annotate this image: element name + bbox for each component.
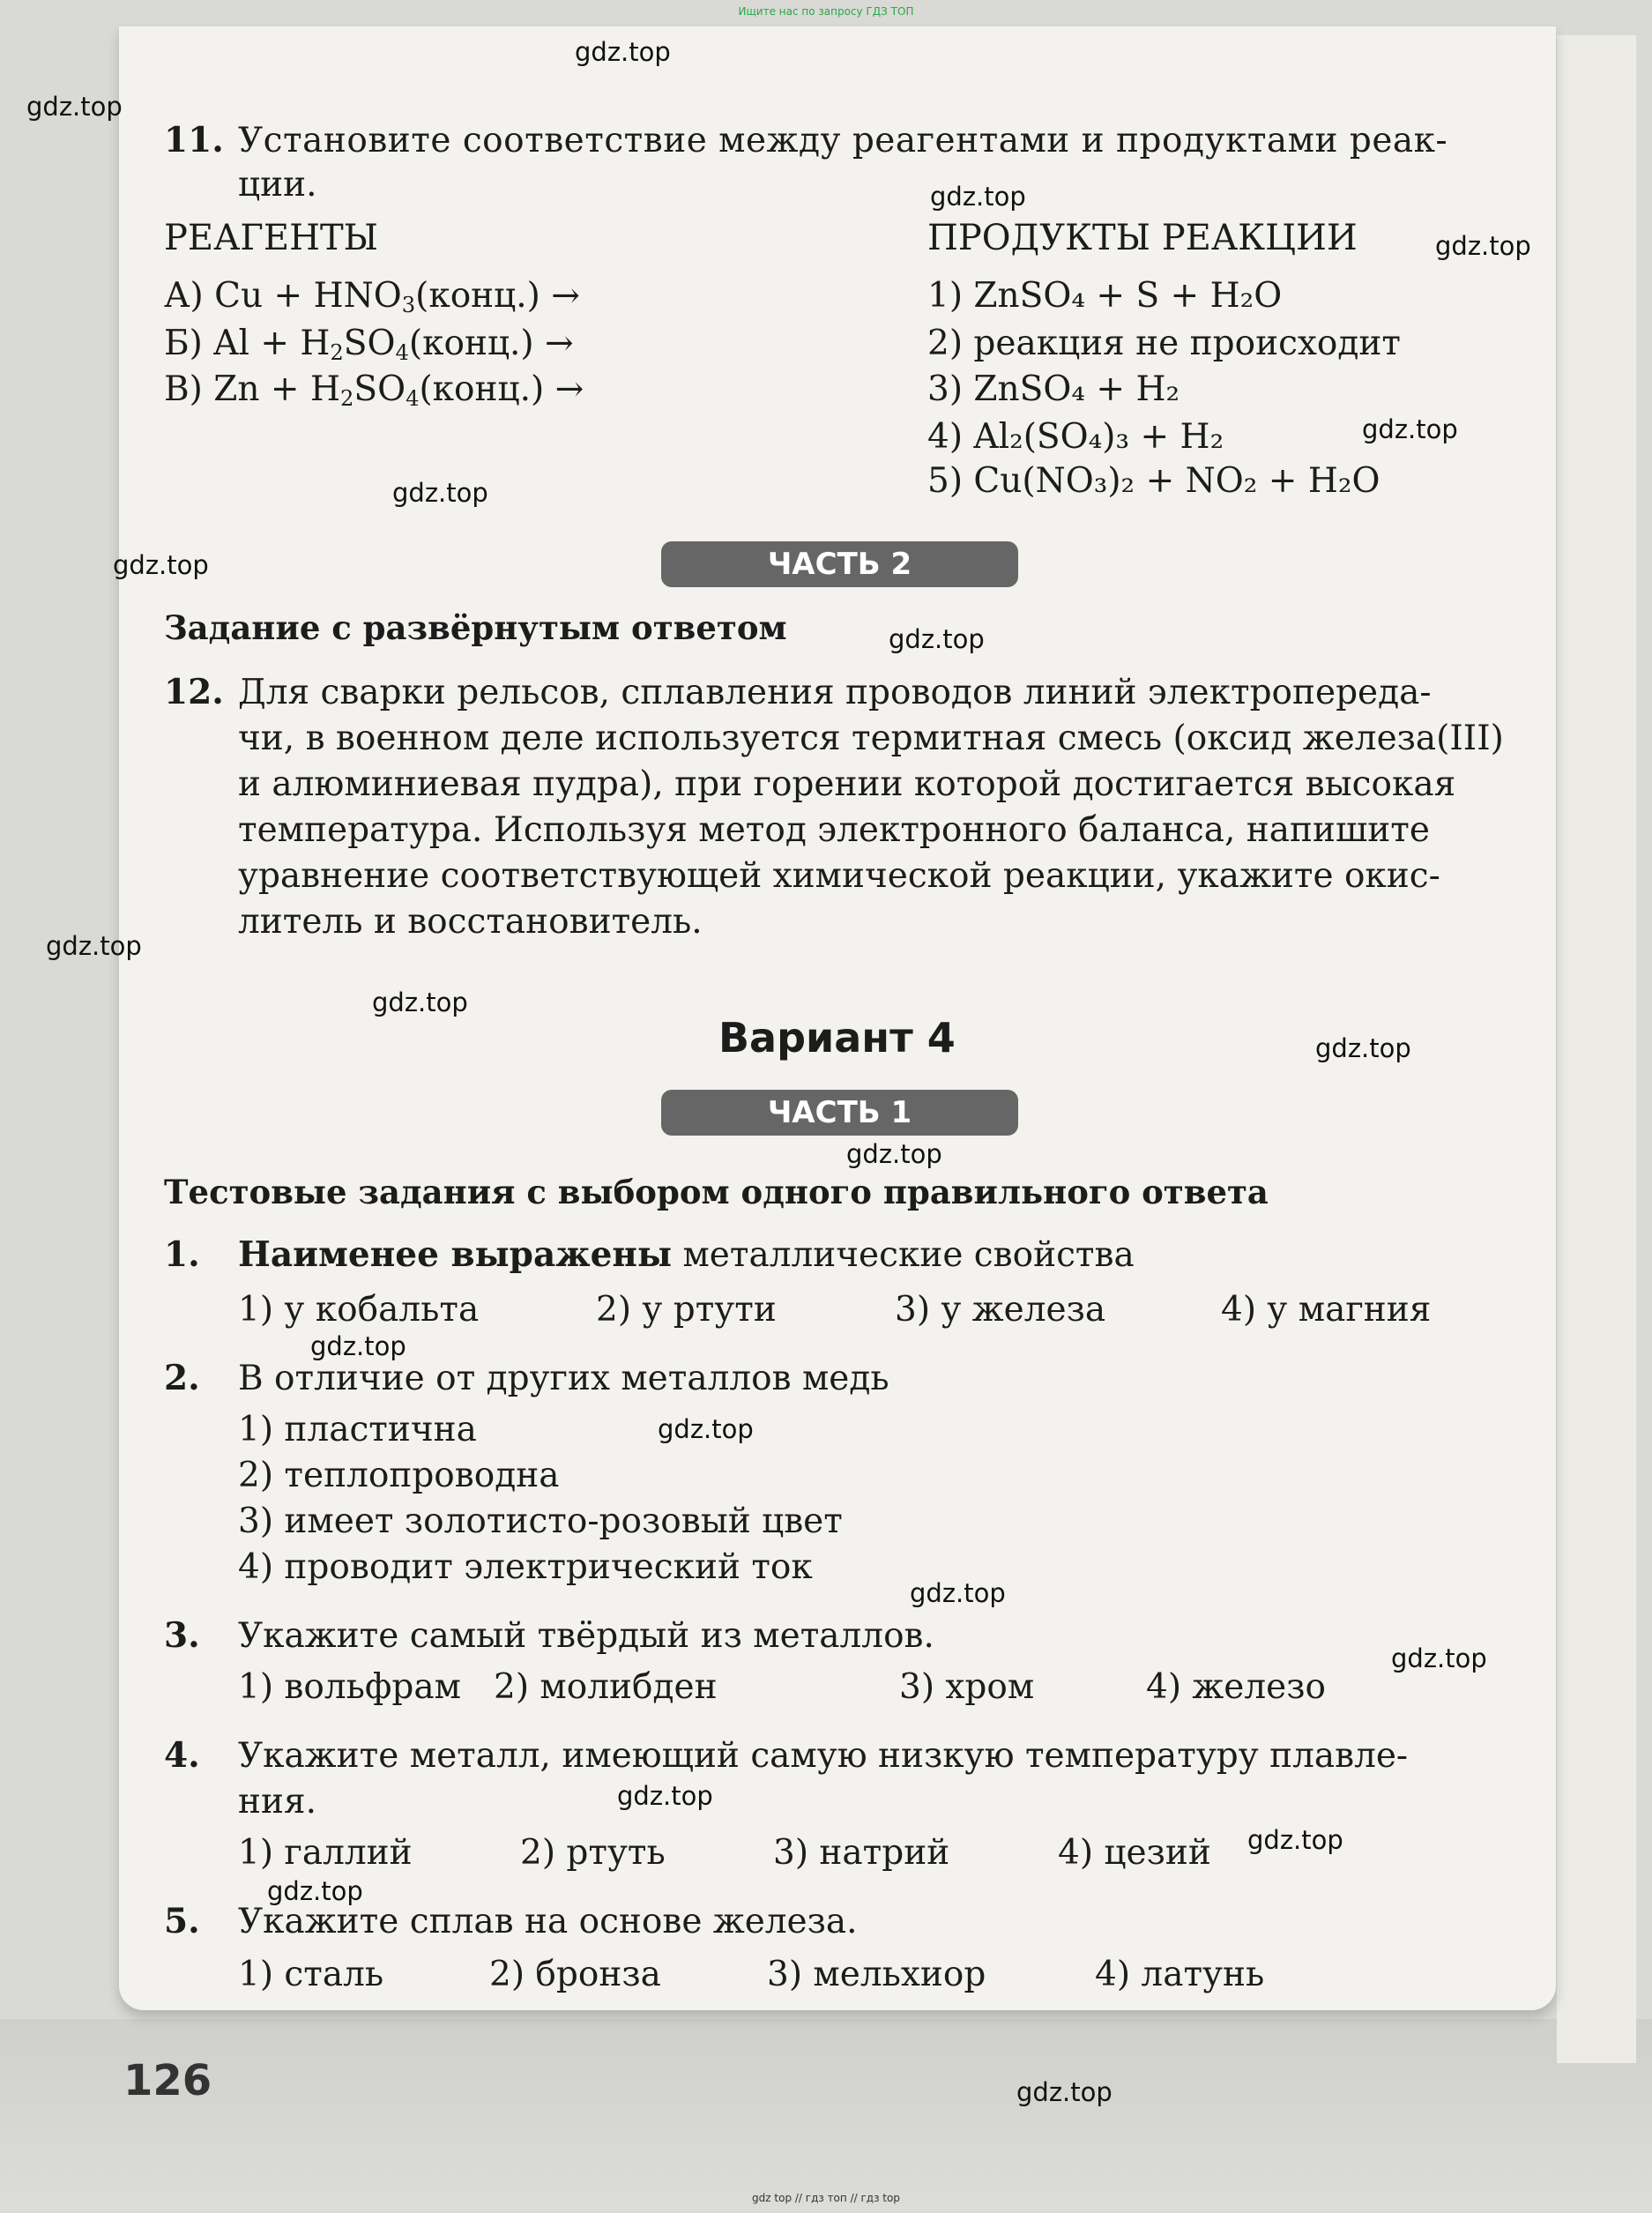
- question-text: В отличие от других металлов медь: [238, 1359, 889, 1398]
- watermark: gdz.top: [1435, 231, 1531, 261]
- option: 2) молибден: [494, 1667, 718, 1707]
- question-line: литель и восстановитель.: [238, 902, 703, 942]
- option: 1) у кобальта: [238, 1290, 480, 1330]
- option: 4) железо: [1146, 1667, 1326, 1707]
- reagents-header: РЕАГЕНТЫ: [164, 218, 379, 258]
- product-item: 5) Cu(NO₃)₂ + NO₂ + H₂O: [927, 461, 1380, 501]
- watermark: gdz.top: [113, 550, 209, 580]
- watermark: gdz.top: [1315, 1033, 1411, 1063]
- option: 4) у магния: [1221, 1290, 1432, 1330]
- option: 3) хром: [899, 1667, 1035, 1707]
- page-shadow-area: [0, 2019, 1652, 2213]
- option: 1) вольфрам: [238, 1667, 461, 1707]
- product-item: 1) ZnSO₄ + S + H₂O: [927, 276, 1283, 316]
- facing-page-edge: [1557, 35, 1636, 2063]
- option: 4) латунь: [1095, 1955, 1265, 1994]
- question-text: Установите соответствие между реагентами и продуктами реак-: [238, 121, 1448, 160]
- watermark: gdz.top: [658, 1414, 754, 1444]
- question-text: Укажите сплав на основе железа.: [238, 1902, 858, 1941]
- question-line: температура. Используя метод электронного баланса, напишите: [238, 810, 1430, 850]
- question-text: ния.: [238, 1782, 316, 1822]
- question-line: и алюминиевая пудра), при горении которой достигается высокая: [238, 764, 1456, 804]
- option: 1) галлий: [238, 1833, 413, 1873]
- question-line: чи, в военном деле используется термитная смесь (оксид железа(III): [238, 719, 1504, 758]
- watermark: gdz.top: [392, 478, 488, 508]
- question-text: Укажите металл, имеющий самую низкую температуру плавле-: [238, 1736, 1409, 1776]
- question-number: 5.: [164, 1901, 200, 1941]
- product-item: 3) ZnSO₄ + H₂: [927, 369, 1180, 409]
- question-text: Укажите самый твёрдый из металлов.: [238, 1616, 934, 1656]
- watermark: gdz.top: [617, 1781, 713, 1811]
- watermark: gdz.top: [910, 1578, 1006, 1608]
- question-number: 1.: [164, 1234, 200, 1275]
- page-number: 126: [123, 2056, 212, 2105]
- option: 1) пластична: [238, 1410, 477, 1449]
- option: 3) натрий: [773, 1833, 950, 1873]
- reagent-b: Б) $Al + H_2SO_4(конц.)$ →: [164, 324, 574, 366]
- watermark: gdz.top: [46, 931, 142, 961]
- question-number: 3.: [164, 1615, 200, 1656]
- question-line: Для сварки рельсов, сплавления проводов линий электропереда-: [238, 673, 1432, 712]
- watermark: gdz.top: [930, 182, 1026, 212]
- watermark: gdz.top: [1362, 414, 1458, 444]
- option: 2) ртуть: [520, 1833, 666, 1873]
- watermark: gdz.top: [1247, 1825, 1343, 1855]
- option: 3) имеет золотисто-розовый цвет: [238, 1501, 843, 1541]
- watermark: gdz.top: [889, 624, 985, 654]
- products-header: ПРОДУКТЫ РЕАКЦИИ: [927, 218, 1358, 258]
- watermark: gdz.top: [26, 92, 123, 122]
- question-text: Наименее выражены металлические свойства: [238, 1234, 1135, 1275]
- section-title: Задание с развёрнутым ответом: [164, 608, 787, 647]
- watermark: gdz.top: [1016, 2077, 1112, 2107]
- product-item: 2) реакция не происходит: [927, 324, 1401, 363]
- option: 2) теплопроводна: [238, 1456, 560, 1495]
- watermark: gdz.top: [846, 1139, 942, 1169]
- question-number: 2.: [164, 1358, 200, 1398]
- part-2-badge: ЧАСТЬ 2: [661, 541, 1018, 587]
- watermark: gdz.top: [267, 1876, 363, 1906]
- question-line: уравнение соответствующей химической реакции, укажите окис-: [238, 856, 1440, 896]
- product-item: 4) Al₂(SO₄)₃ + H₂: [927, 417, 1224, 457]
- watermark: gdz.top: [372, 987, 468, 1017]
- top-banner: Ищите нас по запросу ГДЗ ТОП: [738, 5, 914, 18]
- option: 2) бронза: [489, 1955, 661, 1994]
- option: 1) сталь: [238, 1955, 384, 1994]
- option: 4) цезий: [1058, 1833, 1211, 1873]
- option: 2) у ртути: [596, 1290, 777, 1330]
- option: 3) мельхиор: [767, 1955, 986, 1994]
- option: 4) проводит электрический ток: [238, 1547, 813, 1587]
- question-number: 12.: [164, 672, 224, 712]
- question-number: 11.: [164, 120, 224, 160]
- option: 3) у железа: [895, 1290, 1106, 1330]
- question-number: 4.: [164, 1735, 200, 1776]
- question-text: ции.: [238, 165, 317, 205]
- watermark: gdz.top: [1391, 1643, 1487, 1673]
- reagent-a: А) $Cu + HNO_3(конц.)$ →: [164, 276, 580, 318]
- watermark: gdz.top: [310, 1331, 406, 1361]
- watermark: gdz.top: [575, 37, 671, 67]
- reagent-c: В) $Zn + H_2SO_4(конц.)$ →: [164, 369, 584, 412]
- variant-title: Вариант 4: [718, 1014, 956, 1062]
- part-1-badge: ЧАСТЬ 1: [661, 1090, 1018, 1136]
- section-title: Тестовые задания с выбором одного правильного ответа: [164, 1173, 1269, 1211]
- footer-bar: gdz top // гдз топ // гдз top: [752, 2192, 900, 2204]
